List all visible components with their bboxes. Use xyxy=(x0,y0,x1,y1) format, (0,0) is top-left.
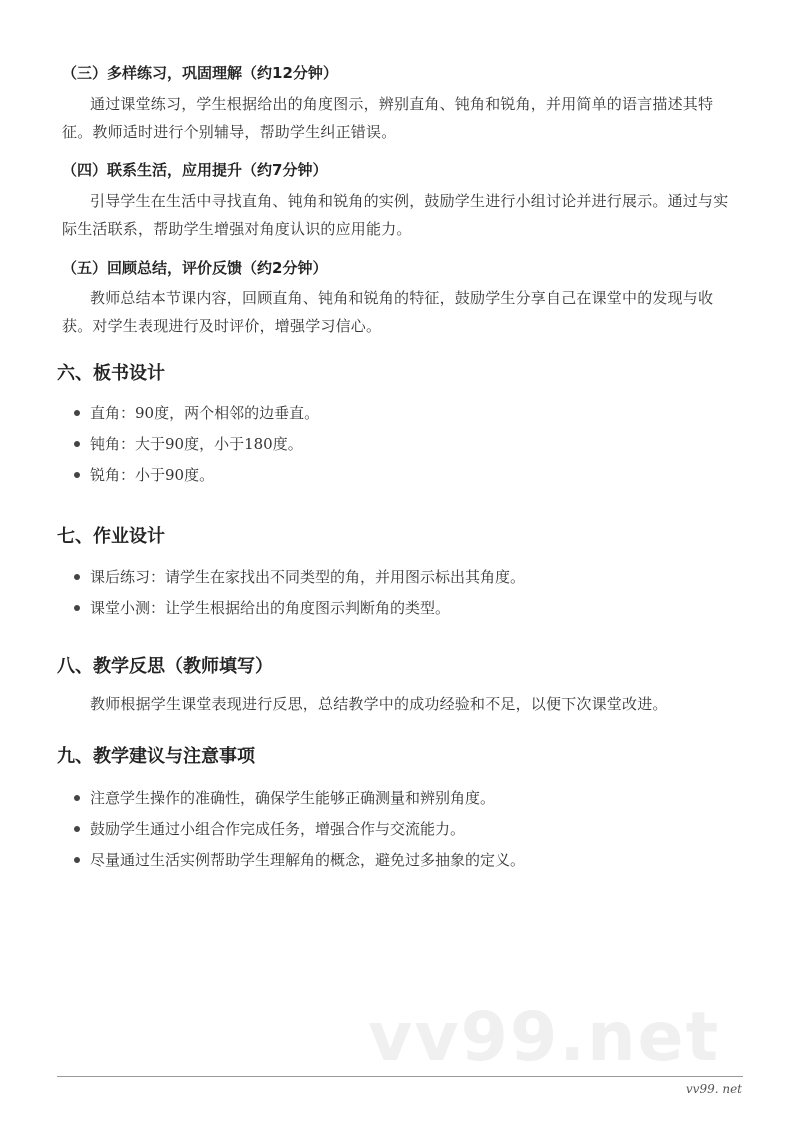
teaching-suggestions-heading: 九、教学建议与注意事项 xyxy=(57,746,255,767)
bullet-dot-icon xyxy=(74,826,80,832)
list-item-text: 鼓励学生通过小组合作完成任务，增强合作与交流能力。 xyxy=(90,820,466,838)
section-3-heading: （三）多样练习，巩固理解（约12分钟） xyxy=(62,64,338,82)
list-item xyxy=(74,787,525,818)
list-item xyxy=(74,597,525,628)
teaching-reflection-heading: 八、教学反思（教师填写） xyxy=(57,656,273,677)
homework-design-heading: 七、作业设计 xyxy=(57,526,165,547)
board-design-list xyxy=(74,402,319,495)
section-5-heading: （五）回顾总结，评价反馈（约2分钟） xyxy=(62,259,328,277)
section-4-heading: （四）联系生活，应用提升（约7分钟） xyxy=(62,161,328,179)
list-item-text: 注意学生操作的准确性，确保学生能够正确测量和辨别角度。 xyxy=(90,789,496,807)
footer-site-text: vv99. net xyxy=(685,1082,742,1096)
list-item xyxy=(74,464,319,495)
bullet-dot-icon xyxy=(74,472,80,478)
list-item-text: 尽量通过生活实例帮助学生理解角的概念，避免过多抽象的定义。 xyxy=(90,851,526,869)
list-item-text: 课堂小测：让学生根据给出的角度图示判断角的类型。 xyxy=(90,599,451,617)
section-4-body: 引导学生在生活中寻找直角、钝角和锐角的实例，鼓励学生进行小组讨论并进行展示。通过与实际生活联系，帮助学生增强对角度认识的应用能力。 xyxy=(62,192,729,238)
teaching-reflection-body: 教师根据学生课堂表现进行反思，总结教学中的成功经验和不足，以便下次课堂改进。 xyxy=(90,695,668,713)
list-item xyxy=(74,849,525,880)
bullet-dot-icon xyxy=(74,795,80,801)
homework-design-list xyxy=(74,566,525,628)
list-item xyxy=(74,433,319,464)
section-3-body: 通过课堂练习，学生根据给出的角度图示，辨别直角、钝角和锐角，并用简单的语言描述其特征。教师适时进行个别辅导，帮助学生纠正错误。 xyxy=(62,95,714,141)
board-design-heading: 六、板书设计 xyxy=(57,363,165,384)
bullet-dot-icon xyxy=(74,857,80,863)
bullet-dot-icon xyxy=(74,441,80,447)
watermark: vv99.net xyxy=(368,998,721,1077)
list-item xyxy=(74,818,525,849)
bullet-dot-icon xyxy=(74,574,80,580)
bullet-dot-icon xyxy=(74,605,80,611)
footer-divider xyxy=(57,1076,743,1077)
bullet-dot-icon xyxy=(74,410,80,416)
list-item-text: 课后练习：请学生在家找出不同类型的角，并用图示标出其角度。 xyxy=(90,568,526,586)
list-item-text: 锐角：小于90度。 xyxy=(90,466,215,484)
list-item-text: 直角：90度，两个相邻的边垂直。 xyxy=(90,404,320,422)
list-item-text: 钝角：大于90度，小于180度。 xyxy=(90,435,303,453)
teaching-suggestions-list xyxy=(74,787,525,880)
list-item xyxy=(74,566,525,597)
section-5-body: 教师总结本节课内容，回顾直角、钝角和锐角的特征，鼓励学生分享自己在课堂中的发现与收获。对学生表现进行及时评价，增强学习信心。 xyxy=(62,289,714,335)
list-item xyxy=(74,402,319,433)
